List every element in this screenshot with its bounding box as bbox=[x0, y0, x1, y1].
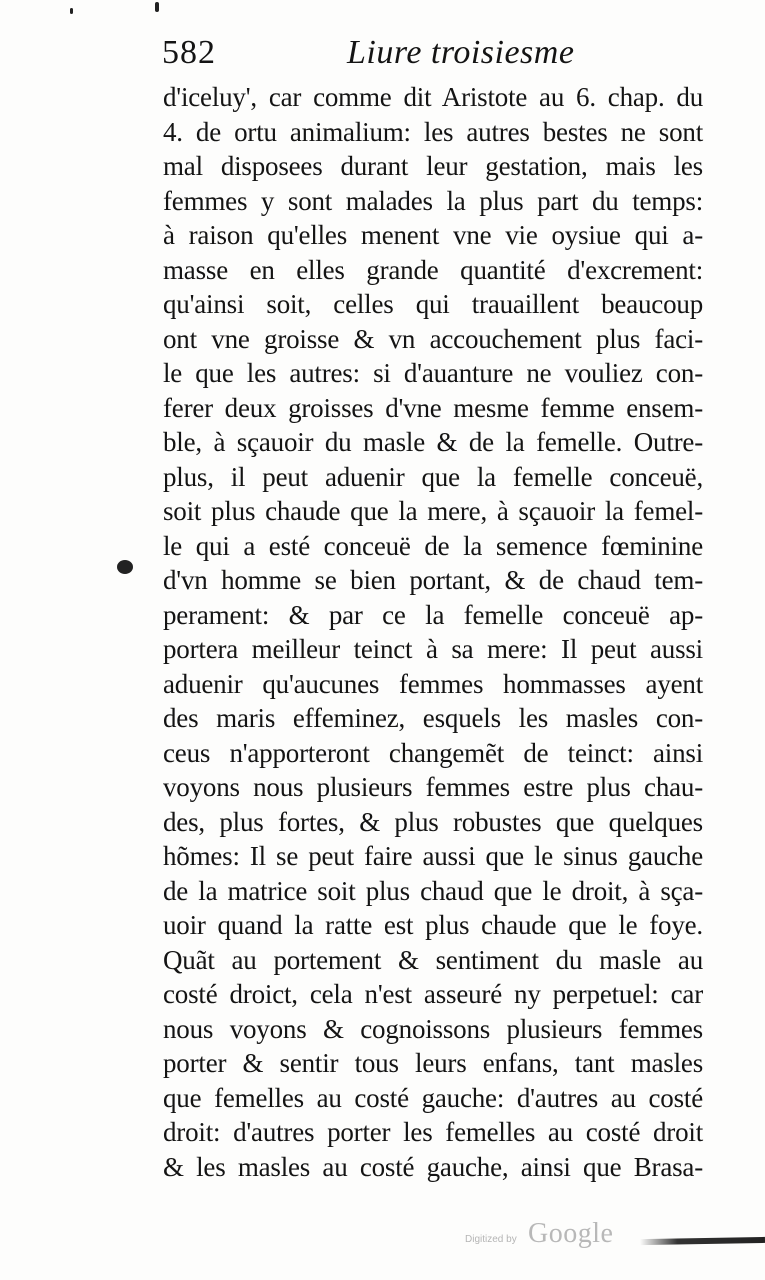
text-line: nous voyons & cognoissons plusieurs femmes bbox=[163, 1013, 703, 1044]
text-line: mal disposees durant leur gestation, mais les bbox=[163, 151, 703, 181]
digitized-label: Digitized by bbox=[465, 1234, 517, 1245]
text-line: d'vn homme se bien portant, & de chaud tem- bbox=[163, 565, 703, 595]
text-line: 4. de ortu animalium: les autres bestes ne sont bbox=[163, 116, 703, 147]
ink-blot bbox=[70, 8, 73, 14]
text-line: que femelles au costé gauche: d'autres au costé bbox=[163, 1082, 703, 1113]
text-line: voyons nous plusieurs femmes estre plus chau- bbox=[163, 772, 703, 802]
text-line: costé droict, cela n'est asseuré ny perpetuel: car bbox=[163, 979, 703, 1009]
text-line: des, plus fortes, & plus robustes que quelques bbox=[163, 806, 703, 837]
body-text bbox=[163, 80, 703, 1184]
text-line: hõmes: Il se peut faire aussi que le sinus gauche bbox=[163, 841, 703, 871]
text-line: à raison qu'elles menent vne vie oysiue qui a- bbox=[163, 220, 703, 250]
text-line: ont vne groisse & vn accouchement plus faci- bbox=[163, 323, 703, 354]
text-line: portera meilleur teinct à sa mere: Il peut aussi bbox=[163, 634, 703, 664]
text-line: Quãt au portement & sentiment du masle au bbox=[163, 944, 703, 975]
text-line: de la matrice soit plus chaud que le droit, à sça- bbox=[163, 875, 703, 906]
text-line: qu'ainsi soit, celles qui trauaillent beaucoup bbox=[163, 289, 703, 319]
page-edge-shadow bbox=[640, 1237, 765, 1245]
text-line: le que les autres: si d'auanture ne vouliez con- bbox=[163, 358, 703, 388]
text-line: ble, à sçauoir du masle & de la femelle. Outre- bbox=[163, 427, 703, 457]
digitized-watermark bbox=[465, 1218, 625, 1258]
text-line: uoir quand la ratte est plus chaude que le foye. bbox=[163, 910, 703, 940]
ink-blot bbox=[155, 2, 159, 12]
text-line: le qui a esté conceuë de la semence fœminine bbox=[163, 530, 703, 561]
text-line: soit plus chaude que la mere, à sçauoir la femel- bbox=[163, 496, 703, 526]
text-line: perament: & par ce la femelle conceuë ap- bbox=[163, 599, 703, 630]
text-line: & les masles au costé gauche, ainsi que Brasa- bbox=[163, 1151, 703, 1182]
text-line: ferer deux groisses d'vne mesme femme ensem- bbox=[163, 392, 703, 423]
page-number: 582 bbox=[162, 34, 216, 71]
running-head: Liure troisiesme bbox=[347, 34, 575, 71]
page-header bbox=[162, 30, 702, 80]
text-line: femmes y sont malades la plus part du temps: bbox=[163, 185, 703, 216]
text-line: masse en elles grande quantité d'excrement: bbox=[163, 254, 703, 285]
text-line: plus, il peut aduenir que la femelle conceuë, bbox=[163, 461, 703, 492]
ink-blot bbox=[117, 560, 133, 574]
google-logo: Google bbox=[528, 1218, 614, 1249]
text-line: ceus n'apporteront changemẽt de teinct: ainsi bbox=[163, 737, 703, 768]
text-line: droit: d'autres porter les femelles au costé droit bbox=[163, 1117, 703, 1147]
text-line: d'iceluy', car comme dit Aristote au 6. chap. du bbox=[163, 82, 703, 112]
text-line: des maris effeminez, esquels les masles con- bbox=[163, 703, 703, 733]
text-line: porter & sentir tous leurs enfans, tant masles bbox=[163, 1048, 703, 1078]
text-line: aduenir qu'aucunes femmes hommasses ayent bbox=[163, 668, 703, 699]
